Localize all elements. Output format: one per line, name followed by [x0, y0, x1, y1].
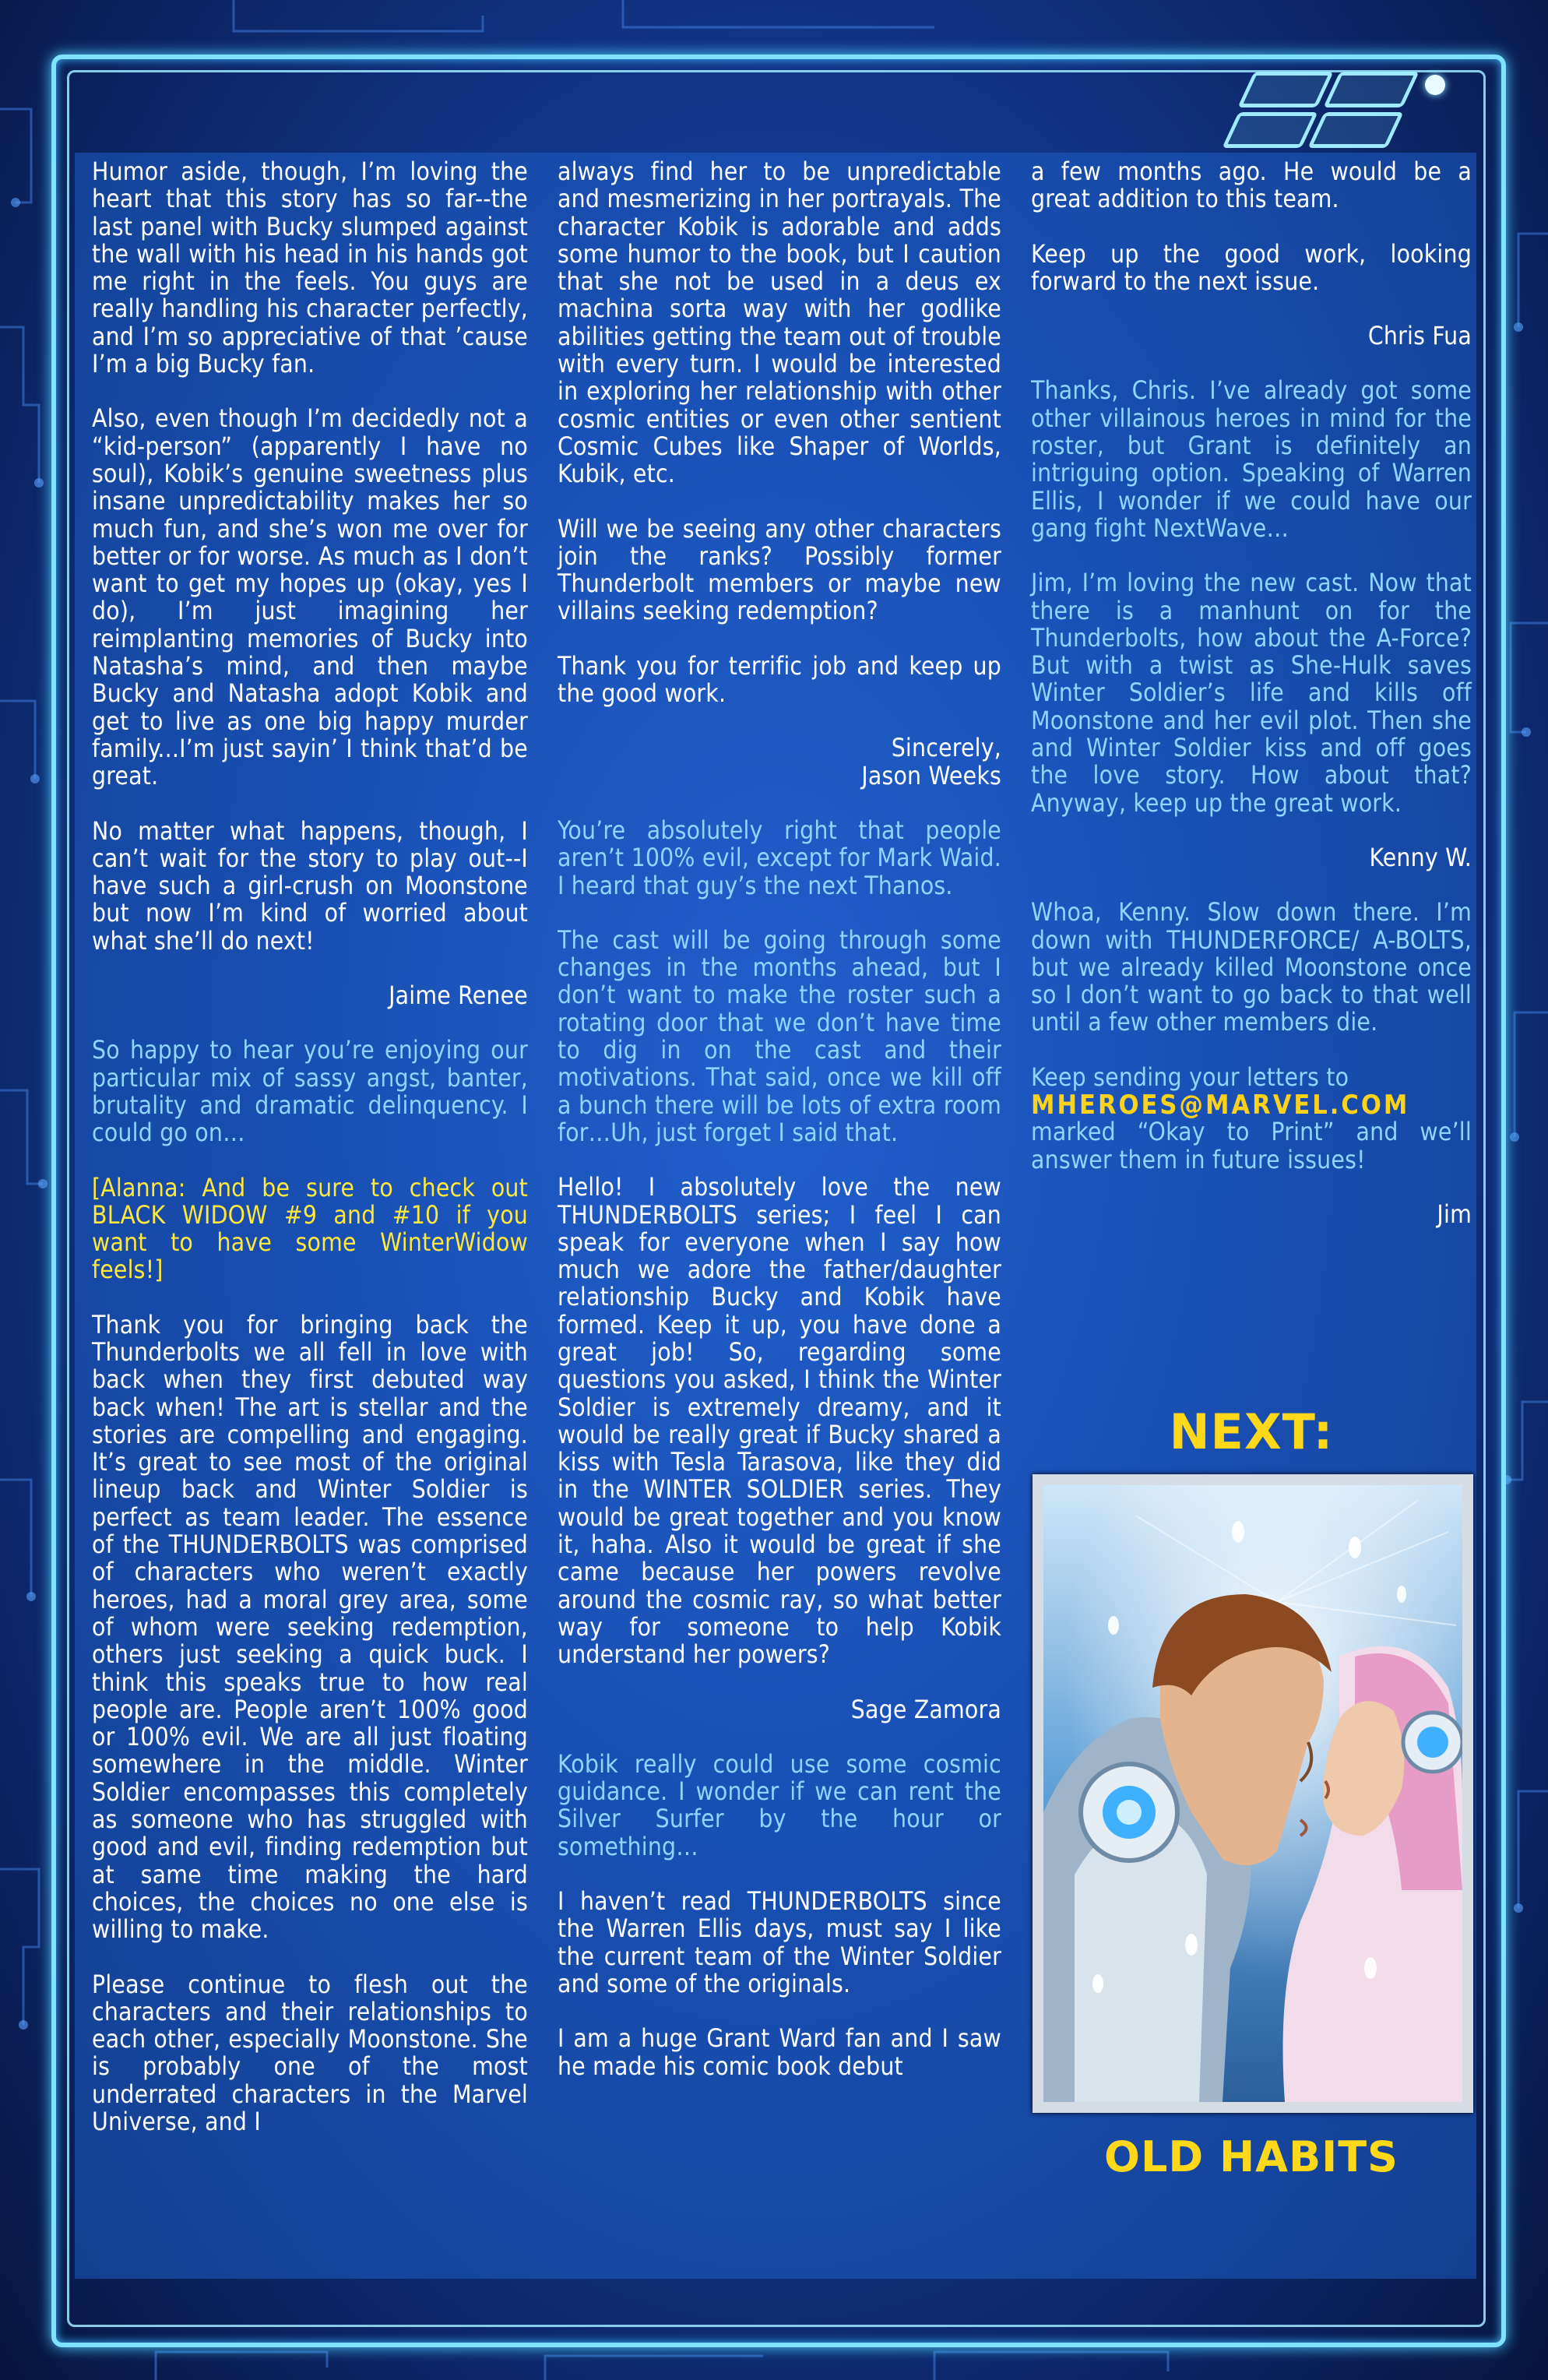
submission-instructions: Keep sending your letters to: [1031, 1063, 1349, 1092]
letter-paragraph: I haven’t read THUNDERBOLTS since the Warren Ellis days, must say I like the current team of the Winter Soldier and some of the originals.: [558, 1888, 1001, 1998]
letter-paragraph: Thank you for bringing back the Thunderbolts we all fell in love with back when they first debuted way back when! The art is stellar and the stories are compelling and engaging. It’s great to see most of the original lineup back and Winter Soldier is perfect as team leader. The essence of the THUNDERBOLTS was comprised of characters who weren’t exactly heroes, had a moral grey area, some of whom were seeking redemption, others just seeking a quick buck. I think this speaks true to how real people are. People aren’t 100% good or 100% evil. We are all just floating somewhere in the middle. Winter Soldier encompasses this completely as someone who has struggled with good and evil, finding redemption but at same time making the hard choices, the choices no one else is willing to make.: [92, 1311, 528, 1945]
hud-indicator-dot: [1425, 75, 1445, 95]
letter-paragraph: Thank you for terrific job and keep up the good work.: [558, 652, 1001, 709]
hud-tab: [1323, 72, 1419, 107]
letter-paragraph: No matter what happens, though, I can’t wait for the story to play out--I have such a girl-crush on Moonstone but now I’m kind of worried about what she’ll do next!: [92, 817, 528, 956]
letter-paragraph: a few months ago. He would be a great addition to this team.: [1031, 158, 1472, 214]
letter-paragraph: Will we be seeing any other characters join the ranks? Possibly former Thunderbolt members or maybe new villains seeking redemption?: [558, 515, 1001, 626]
submission-email[interactable]: MHEROES@MARVEL.COM: [1031, 1090, 1410, 1121]
editor-reply: So happy to hear you’re enjoying our particular mix of sassy angst, banter, brutality and dramatic delinquency. I could go on…: [92, 1037, 528, 1148]
next-issue-title: OLD HABITS: [1104, 2132, 1398, 2181]
letter-signature: Sage Zamora: [850, 1695, 1001, 1724]
letter-signature: Jaime Renee: [389, 982, 528, 1011]
letter-paragraph: Please continue to flesh out the characters and their relationships to each other, especially Moonstone. She is probably one of the most underrated characters in the Marvel Universe, and I: [92, 1970, 528, 2136]
letters-column-3: [1031, 159, 1472, 1256]
letter-signature: Sincerely, Jason Weeks: [861, 734, 1001, 790]
letter-paragraph: Hello! I absolutely love the new THUNDERBOLTS series; I feel I can speak for everyone when I say how much we adore the father/daughter relationship Bucky and Kobik have formed. Keep it up, you have done a great job! So, regarding some questions you asked, I think the Winter Soldier is extremely dreamy, and it would be really great if Bucky shared a kiss with Tesla Tarasova, like they did in the WINTER SOLDIER series. They would be great together and you know it, haha. Also it would be great if she came because her powers revolve around the cosmic ray, so what better way for someone to help Kobik understand her powers?: [558, 1174, 1001, 1670]
hud-tab: [1307, 112, 1403, 148]
editor-reply: You’re absolutely right that people aren’t 100% evil, except for Mark Waid. I heard that guy’s the next Thanos.: [558, 816, 1001, 900]
next-issue-heading: NEXT:: [1169, 1403, 1334, 1460]
editor-reply: Whoa, Kenny. Slow down there. I’m down with THUNDERFORCE/ A-BOLTS, but we already killed Moonstone once so I don’t want to go back to that well until a few other members die.: [1031, 899, 1472, 1037]
letter-paragraph: Also, even though I’m decidedly not a “kid-person” (apparently I have no soul), Kobik’s genuine sweetness plus insane unpredictability makes her so much fun, and she’s won me over for better or for worse. As much as I don’t want to get my hopes up (okay, yes I do), I’m just imagining her reimplanting memories of Bucky into Natasha’s mind, and then maybe Bucky and Natasha adopt Kobik and get to live as one big happy murder family...I’m just sayin’ I think that’d be great.: [92, 405, 528, 791]
hud-tab: [1237, 72, 1333, 107]
submission-instructions: marked “Okay to Print” and we’ll answer them in future issues!: [1031, 1118, 1472, 1174]
next-issue-cover: [1033, 1474, 1473, 2113]
hud-tab: [1222, 112, 1318, 148]
letters-column-1: [92, 159, 528, 2163]
letter-paragraph: Humor aside, though, I’m loving the heart that this story has so far--the last panel with Bucky slumped against the wall with his head in his hands got me right in the feels. You guys are really handling his character perfectly, and I’m so appreciative of that ’cause I’m a big Bucky fan.: [92, 158, 528, 379]
letter-signature: Kenny W.: [1369, 843, 1472, 872]
letters-column-2: [558, 159, 1001, 2108]
editor-reply: Thanks, Chris. I’ve already got some other villainous heroes in mind for the roster, but Grant is definitely an intriguing option. Speaking of Warren Ellis, I wonder if we could have our gang fight NextWave…: [1031, 377, 1472, 543]
letter-paragraph: always find her to be unpredictable and mesmerizing in her portrayals. The character Kobik is adorable and adds some humor to the book, but I caution that she not be used in a deus ex machina sorta way with her godlike abilities getting the team out of trouble with every turn. I would be interested in exploring her relationship with other cosmic entities or even other sentient Cosmic Cubes like Shaper of Worlds, Kubik, etc.: [558, 158, 1001, 489]
letter-signature: Chris Fua: [1367, 322, 1472, 351]
cover-illustration: [1043, 1485, 1462, 2102]
letter-signature: Jim: [1437, 1200, 1472, 1229]
editor-reply: The cast will be going through some changes in the months ahead, but I don’t want to make the roster such a rotating door that we don’t have time to dig in on the cast and their motivations. That said, once we kill off a bunch there will be lots of extra room for…Uh, just forget I said that.: [558, 926, 1001, 1147]
editor-reply: Kobik really could use some cosmic guidance. I wonder if we can rent the Silver Surfer by the hour or something…: [558, 1750, 1001, 1861]
editor-note: [Alanna: And be sure to check out BLACK WIDOW #9 and #10 if you want to have some WinterWidow feels!]: [92, 1174, 528, 1285]
letter-paragraph: I am a huge Grant Ward fan and I saw he made his comic book debut: [558, 2025, 1001, 2081]
letter-paragraph: Keep up the good work, looking forward to the next issue.: [1031, 240, 1472, 296]
letter-paragraph: Jim, I’m loving the new cast. Now that there is a manhunt on for the Thunderbolts, how about the A-Force? But with a twist as She-Hulk saves Winter Soldier’s life and kills off Moonstone and her evil plot. Then she and Winter Soldier kiss and off goes the love story. How about that? Anyway, keep up the great work.: [1031, 569, 1472, 818]
